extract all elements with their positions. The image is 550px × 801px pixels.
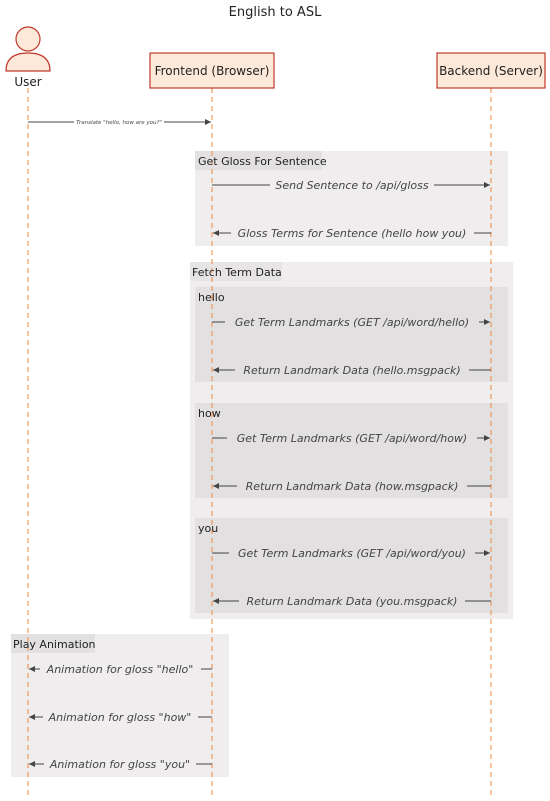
msg-gloss-reply: Gloss Terms for Sentence (hello how you)	[237, 227, 467, 240]
msg-translate: Translate "hello, how are you?"	[76, 120, 162, 126]
msg-hello-reply: Return Landmark Data (hello.msgpack)	[243, 364, 461, 377]
group-fetch-label: Fetch Term Data	[192, 266, 282, 279]
subgroup-hello-label: hello	[198, 291, 225, 304]
msg-you-request: Get Term Landmarks (GET /api/word/you)	[238, 547, 466, 560]
msg-play-hello: Animation for gloss "hello"	[46, 663, 194, 676]
group-gloss-label: Get Gloss For Sentence	[198, 155, 327, 168]
participant-frontend-label: Frontend (Browser)	[154, 64, 270, 78]
msg-play-you: Animation for gloss "you"	[49, 758, 191, 771]
user-actor-icon	[6, 27, 50, 71]
subgroup-you-label: you	[198, 522, 219, 535]
msg-you-reply: Return Landmark Data (you.msgpack)	[246, 595, 458, 608]
diagram-title: English to ASL	[228, 5, 322, 20]
group-play-label: Play Animation	[13, 638, 96, 651]
msg-how-request: Get Term Landmarks (GET /api/word/how)	[236, 432, 468, 445]
participant-user-label: User	[14, 75, 42, 89]
participant-backend-label: Backend (Server)	[439, 64, 543, 78]
msg-hello-request: Get Term Landmarks (GET /api/word/hello)	[234, 316, 470, 329]
subgroup-how-label: how	[198, 407, 221, 420]
group-play-bg	[11, 634, 229, 777]
msg-gloss-send: Send Sentence to /api/gloss	[275, 179, 429, 192]
msg-play-how: Animation for gloss "how"	[48, 711, 192, 724]
msg-how-reply: Return Landmark Data (how.msgpack)	[245, 480, 459, 493]
